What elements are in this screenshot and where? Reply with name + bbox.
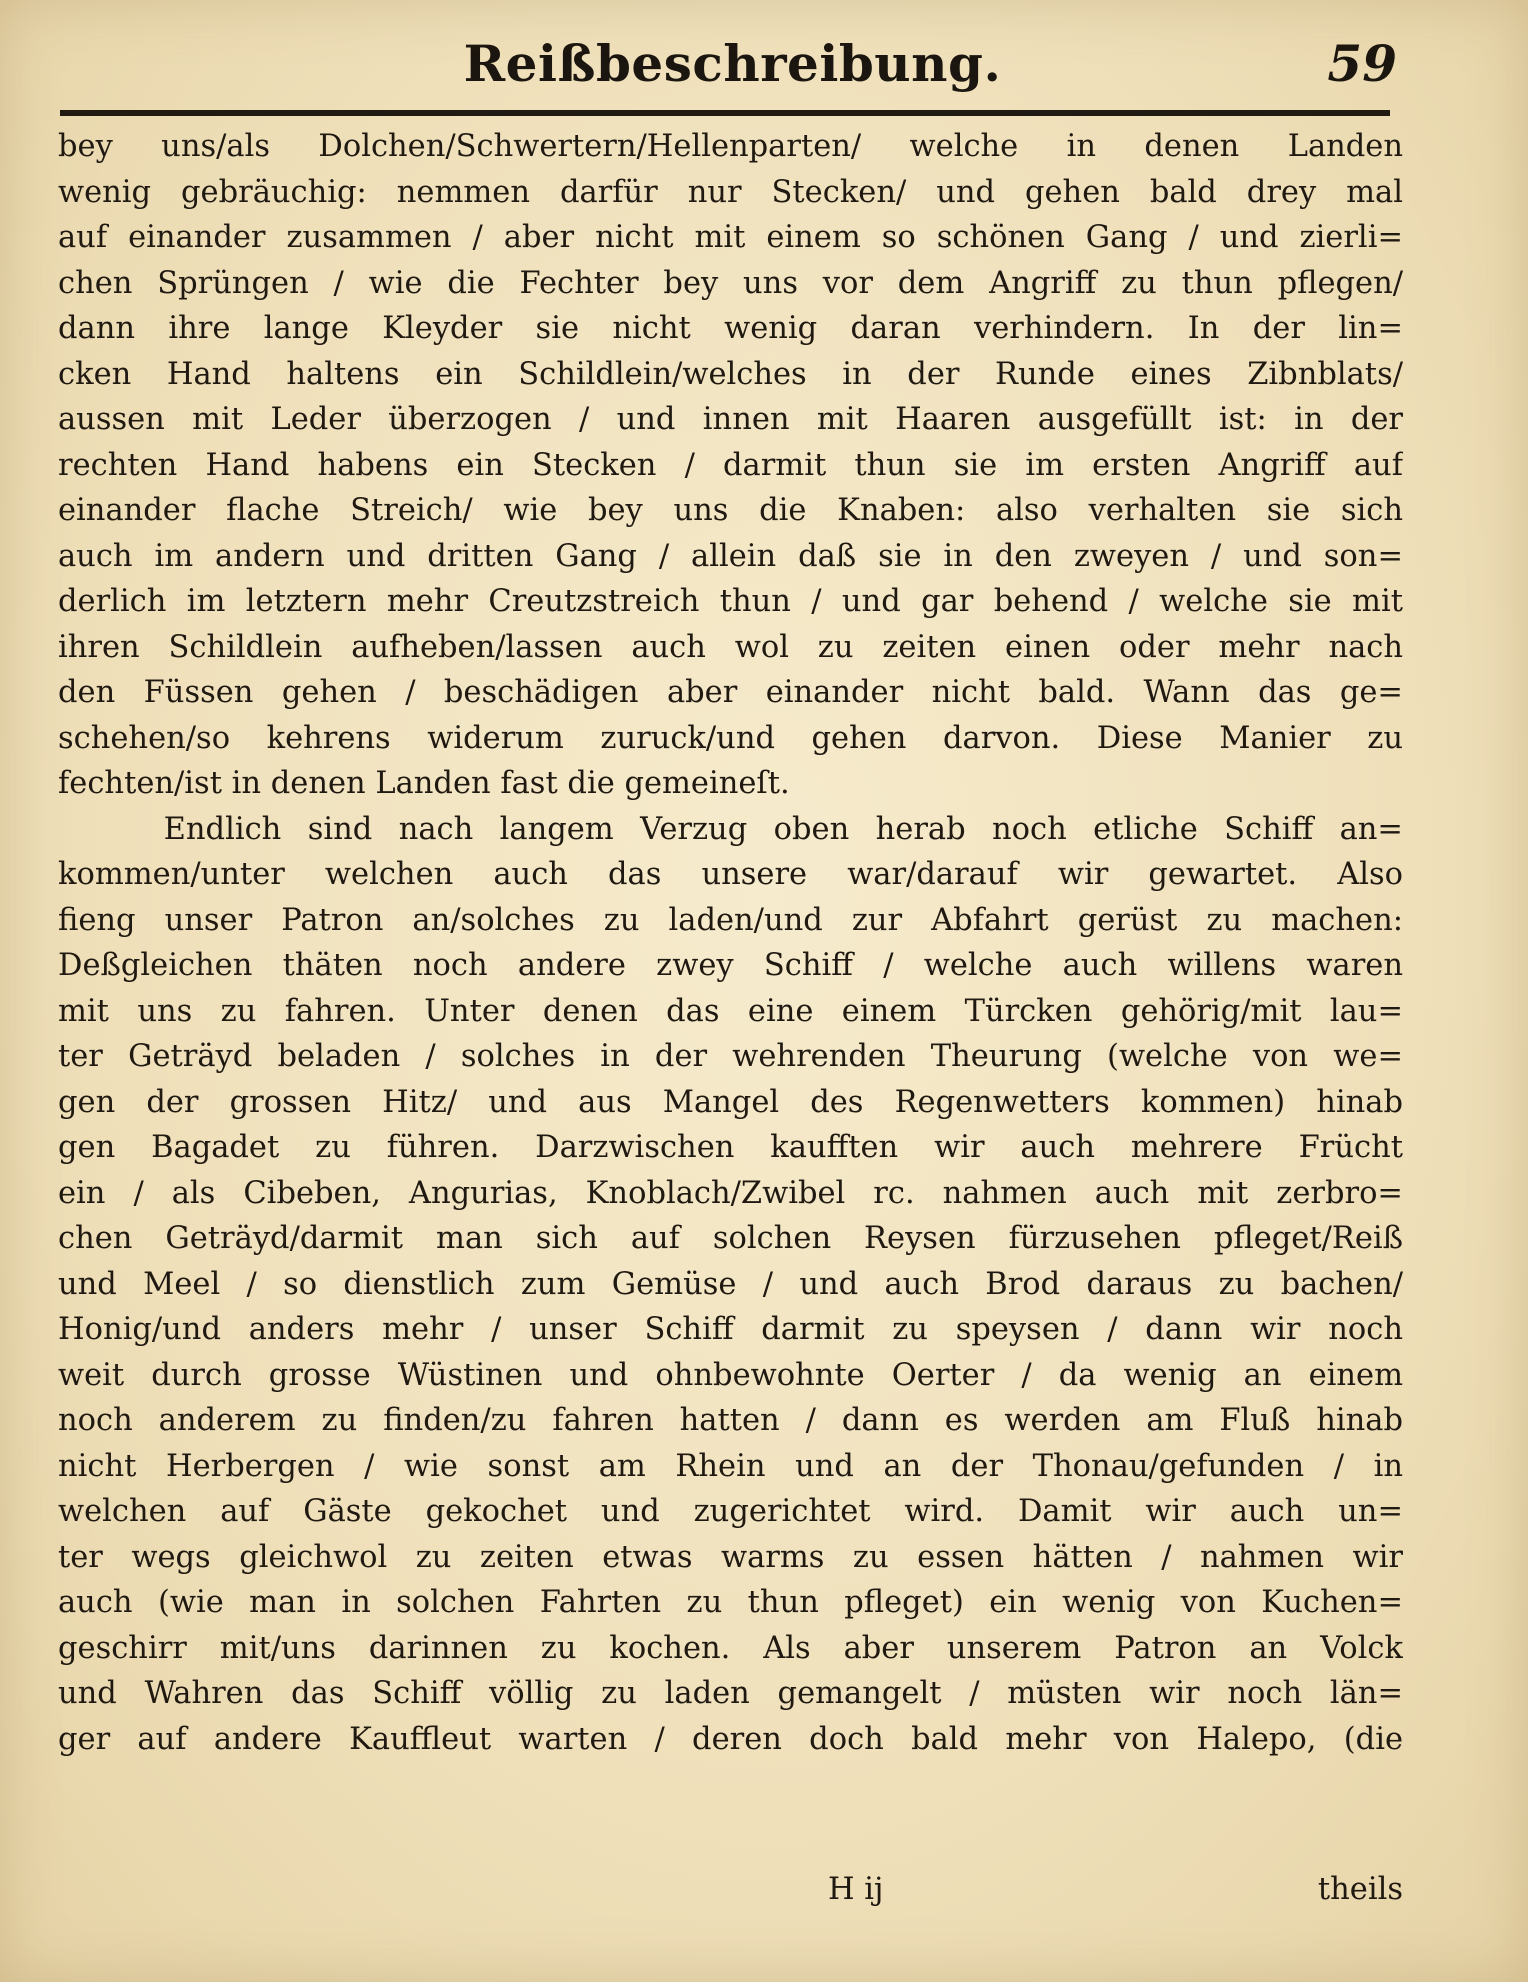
- text-line: ihren Schildlein aufheben/lassen auch wol zu zeiten einen oder mehr nach: [58, 629, 1403, 665]
- text-line: mit uns zu fahren. Unter denen das eine einem Türcken gehörig/mit lau=: [58, 993, 1403, 1029]
- text-line: rechten Hand habens ein Stecken / darmit thun sie im ersten Angriff auf: [58, 447, 1403, 483]
- text-line: einander flache Streich/ wie bey uns die Knaben: also verhalten sie sich: [58, 493, 1403, 528]
- signature-mark: H ij: [828, 1872, 884, 1907]
- text-line: welchen auf Gäste gekochet und zugerichtet wird. Damit wir auch un=: [58, 1494, 1403, 1529]
- text-line: derlich im letztern mehr Creutzstreich thun / und gar behend / welche sie mit: [58, 584, 1403, 619]
- text-line: fieng unser Patron an/solches zu laden/und zur Abfahrt gerüst zu machen:: [58, 902, 1403, 938]
- text-line: gen der grossen Hitz/ und aus Mangel des Regenwetters kommen) hinab: [58, 1084, 1403, 1120]
- page-header: [60, 20, 1405, 100]
- text-line: gen Bagadet zu führen. Darzwischen kaufften wir auch mehrere Frücht: [58, 1130, 1403, 1165]
- text-line: ter wegs gleichwol zu zeiten etwas warms zu essen hätten / nahmen wir: [58, 1539, 1403, 1575]
- text-line: und Wahren das Schiff völlig zu laden gemangelt / müsten wir noch län=: [58, 1676, 1403, 1711]
- text-line: und Meel / so dienstlich zum Gemüse / und auch Brod daraus zu bachen/: [58, 1266, 1403, 1302]
- text-line: dann ihre lange Kleyder sie nicht wenig daran verhindern. In der lin=: [58, 311, 1403, 346]
- text-line: wenig gebräuchig: nemmen darfür nur Stecken/ und gehen bald drey mal: [58, 174, 1403, 210]
- text-line: nicht Herbergen / wie sonst am Rhein und an der Thonau/gefunden / in: [58, 1448, 1403, 1484]
- text-line: auch (wie man in solchen Fahrten zu thun pfleget) ein wenig von Kuchen=: [58, 1585, 1403, 1620]
- text-line: cken Hand haltens ein Schildlein/welches in der Runde eines Zibnblats/: [58, 356, 1403, 392]
- paragraph-end-line: fechten/ist in denen Landen fast die gemeineſt.: [58, 766, 790, 801]
- text-line: Honig/und anders mehr / unser Schiff darmit zu speysen / dann wir noch: [58, 1312, 1403, 1347]
- paragraph-start-line: Endlich sind nach langem Verzug oben herab noch etliche Schiff an=: [58, 811, 1403, 847]
- text-line: schehen/so kehrens widerum zuruck/und gehen darvon. Diese Manier zu: [58, 720, 1403, 756]
- text-line: chen Geträyd/darmit man sich auf solchen Reysen fürzusehen pfleget/Reiß: [58, 1221, 1403, 1256]
- text-line: weit durch grosse Wüstinen und ohnbewohnte Oerter / da wenig an einem: [58, 1357, 1403, 1393]
- text-line: chen Sprüngen / wie die Fechter bey uns vor dem Angriff zu thun pflegen/: [58, 265, 1403, 301]
- catchword: theils: [1317, 1872, 1403, 1907]
- text-line: auch im andern und dritten Gang / allein daß sie in den zweyen / und son=: [58, 538, 1403, 574]
- header-rule: [60, 110, 1390, 116]
- text-line: geschirr mit/uns darinnen zu kochen. Als aber unserem Patron an Volck: [58, 1630, 1403, 1666]
- body-text: [58, 124, 1403, 1762]
- text-line: bey uns/als Dolchen/Schwertern/Hellenparten/ welche in denen Landen: [58, 129, 1403, 164]
- running-title: Reißbeschreibung.: [463, 34, 1002, 93]
- text-line: noch anderem zu finden/zu fahren hatten / dann es werden am Fluß hinab: [58, 1403, 1403, 1438]
- page-number: 59: [1327, 34, 1397, 93]
- text-line: kommen/unter welchen auch das unsere war/darauf wir gewartet. Also: [58, 857, 1403, 892]
- text-line: ein / als Cibeben, Angurias, Knoblach/Zwibel rc. nahmen auch mit zerbro=: [58, 1175, 1403, 1211]
- text-line: aussen mit Leder überzogen / und innen mit Haaren ausgefüllt ist: in der: [58, 402, 1403, 437]
- page-footer: [58, 1872, 1403, 1932]
- text-line: ger auf andere Kauffleut warten / deren doch bald mehr von Halepo, (die: [58, 1721, 1403, 1757]
- text-line: ter Geträyd beladen / solches in der wehrenden Theurung (welche von we=: [58, 1039, 1403, 1074]
- text-line: Deßgleichen thäten noch andere zwey Schiff / welche auch willens waren: [58, 948, 1403, 983]
- text-line: den Füssen gehen / beschädigen aber einander nicht bald. Wann das ge=: [58, 675, 1403, 710]
- text-line: auf einander zusammen / aber nicht mit einem so schönen Gang / und zierli=: [58, 220, 1403, 255]
